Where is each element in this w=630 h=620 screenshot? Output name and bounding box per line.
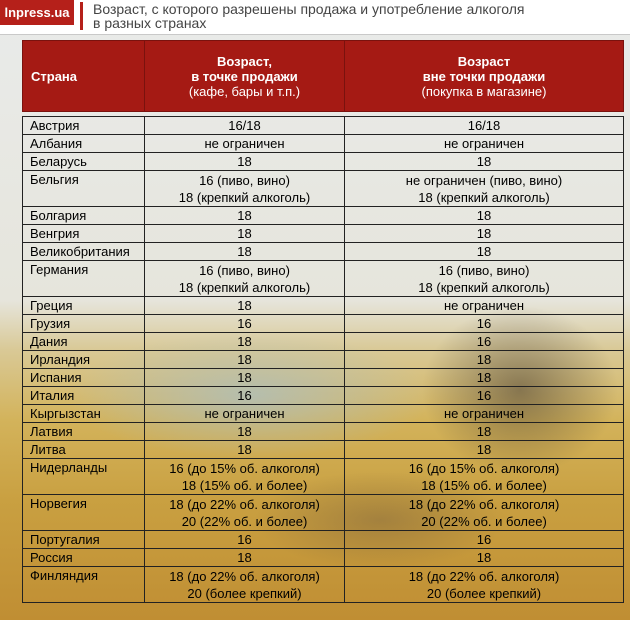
on-premise-age-cell — [145, 441, 345, 459]
age-value: 16 (до 15% об. алкоголя) — [408, 460, 560, 476]
country-cell: Бельгия — [23, 171, 145, 207]
country-cell: Норвегия — [23, 495, 145, 531]
table-row — [23, 135, 624, 153]
table-row — [23, 567, 624, 603]
page-title — [93, 2, 573, 30]
age-value: 16/18 — [467, 118, 501, 133]
on-premise-age-cell — [145, 261, 345, 297]
age-value: 18 (15% об. и более) — [421, 477, 547, 493]
off-premise-age-cell — [345, 315, 624, 333]
off-premise-age-cell — [345, 333, 624, 351]
table-row — [23, 153, 624, 171]
age-value: 18 — [476, 370, 492, 385]
age-value: 18 — [476, 424, 492, 439]
off-premise-age-cell — [345, 135, 624, 153]
country-cell: Нидерланды — [23, 459, 145, 495]
age-value: 18 — [237, 334, 252, 349]
table-row — [23, 441, 624, 459]
table-row — [23, 369, 624, 387]
table-row — [23, 225, 624, 243]
table-row — [23, 117, 624, 135]
on-premise-age-cell — [145, 567, 345, 603]
column-header-country: Страна — [23, 41, 145, 112]
on-premise-age-cell — [145, 243, 345, 261]
age-value: 16 (до 15% об. алкоголя) — [169, 460, 320, 476]
on-premise-age-cell — [145, 387, 345, 405]
country-cell: Финляндия — [23, 567, 145, 603]
off-premise-age-cell — [345, 351, 624, 369]
country-cell: Кыргызстан — [23, 405, 145, 423]
off-premise-age-cell — [345, 387, 624, 405]
country-cell: Литва — [23, 441, 145, 459]
table-header-row — [23, 41, 624, 112]
age-value: 18 — [476, 208, 492, 223]
age-value: 18 — [237, 154, 252, 169]
off-premise-age-cell — [345, 423, 624, 441]
on-premise-age-cell — [145, 315, 345, 333]
age-value: 18 — [476, 154, 492, 169]
on-premise-age-cell — [145, 225, 345, 243]
title-line-1: Возраст, с которого разрешены продажа и употребление алкоголя — [93, 1, 525, 17]
age-value: 16 — [237, 388, 252, 403]
off-premise-age-cell — [345, 405, 624, 423]
age-value: 18 — [237, 244, 252, 259]
age-value: не ограничен (пиво, вино) — [405, 172, 563, 188]
age-value: 18 — [237, 550, 252, 565]
age-value: 18 — [237, 370, 252, 385]
age-value: 16 — [476, 388, 492, 403]
on-premise-age-cell — [145, 423, 345, 441]
off-premise-age-cell — [345, 549, 624, 567]
country-cell: Венгрия — [23, 225, 145, 243]
age-value: 18 (до 22% об. алкоголя) — [408, 496, 560, 512]
table-row — [23, 261, 624, 297]
age-value: 16 (пиво, вино) — [199, 262, 290, 278]
age-value: 20 (22% об. и более) — [421, 513, 547, 529]
on-premise-age-cell — [145, 135, 345, 153]
age-value: 16 — [476, 532, 492, 547]
off-premise-age-cell — [345, 153, 624, 171]
age-value: 18 — [476, 352, 492, 367]
table-row — [23, 351, 624, 369]
age-value: 18 (крепкий алкоголь) — [178, 189, 311, 205]
column-header-on-premise — [145, 41, 345, 112]
table-row — [23, 549, 624, 567]
off-premise-age-cell — [345, 297, 624, 315]
table-row — [23, 495, 624, 531]
age-value: 18 — [476, 244, 492, 259]
age-value: 18 — [237, 298, 252, 313]
table-row — [23, 243, 624, 261]
age-value: 18 (до 22% об. алкоголя) — [169, 568, 320, 584]
on-premise-age-cell — [145, 459, 345, 495]
off-premise-age-cell — [345, 567, 624, 603]
age-value: 18 — [476, 550, 492, 565]
table-row — [23, 405, 624, 423]
country-cell: Албания — [23, 135, 145, 153]
age-value: 18 — [237, 424, 252, 439]
on-premise-age-cell — [145, 549, 345, 567]
country-cell: Греция — [23, 297, 145, 315]
age-value: 20 (более крепкий) — [426, 585, 542, 601]
off-premise-age-cell — [345, 243, 624, 261]
table-row — [23, 387, 624, 405]
off-premise-age-cell — [345, 171, 624, 207]
on-premise-age-cell — [145, 351, 345, 369]
country-cell: Дания — [23, 333, 145, 351]
on-premise-age-cell — [145, 531, 345, 549]
age-value: не ограничен — [443, 136, 525, 151]
off-premise-age-cell — [345, 459, 624, 495]
on-premise-age-cell — [145, 207, 345, 225]
age-value: 16 (пиво, вино) — [199, 172, 290, 188]
on-premise-age-cell — [145, 171, 345, 207]
header-line: Возраст, — [216, 53, 273, 69]
on-premise-age-cell — [145, 333, 345, 351]
table-row — [23, 297, 624, 315]
column-header-off-premise — [345, 41, 624, 112]
off-premise-age-cell — [345, 261, 624, 297]
country-cell: Австрия — [23, 117, 145, 135]
age-value: 18 (крепкий алкоголь) — [178, 279, 311, 295]
age-value: 18 — [476, 226, 492, 241]
country-cell: Великобритания — [23, 243, 145, 261]
age-value: 16 — [476, 316, 492, 331]
table-row — [23, 459, 624, 495]
country-cell: Испания — [23, 369, 145, 387]
table-row — [23, 531, 624, 549]
on-premise-age-cell — [145, 495, 345, 531]
table-row — [23, 423, 624, 441]
country-cell: Португалия — [23, 531, 145, 549]
off-premise-age-cell — [345, 441, 624, 459]
country-cell: Россия — [23, 549, 145, 567]
age-value: 16 (пиво, вино) — [438, 262, 530, 278]
on-premise-age-cell — [145, 297, 345, 315]
country-cell: Болгария — [23, 207, 145, 225]
country-cell: Грузия — [23, 315, 145, 333]
country-cell: Ирландия — [23, 351, 145, 369]
header-line: в точке продажи — [191, 68, 298, 84]
header-line: (покупка в магазине) — [421, 83, 547, 99]
age-value: 18 (до 22% об. алкоголя) — [408, 568, 560, 584]
off-premise-age-cell — [345, 369, 624, 387]
age-value: 18 — [237, 226, 252, 241]
age-value: 20 (более крепкий) — [187, 585, 302, 601]
on-premise-age-cell — [145, 405, 345, 423]
age-value: 18 (до 22% об. алкоголя) — [169, 496, 320, 512]
table-row — [23, 207, 624, 225]
table-row — [23, 171, 624, 207]
table-row — [23, 333, 624, 351]
age-value: не ограничен — [204, 136, 285, 151]
age-value: 18 — [237, 442, 252, 457]
age-value: 20 (22% об. и более) — [181, 513, 308, 529]
header-line: вне точки продажи — [422, 68, 546, 84]
country-cell: Латвия — [23, 423, 145, 441]
off-premise-age-cell — [345, 531, 624, 549]
country-cell: Италия — [23, 387, 145, 405]
off-premise-age-cell — [345, 207, 624, 225]
age-value: 18 (15% об. и более) — [181, 477, 308, 493]
age-value: 18 — [237, 352, 252, 367]
age-value: не ограничен — [443, 406, 525, 421]
on-premise-age-cell — [145, 369, 345, 387]
age-value: 18 (крепкий алкоголь) — [418, 279, 550, 295]
header-line: Возраст — [457, 53, 511, 69]
age-value: 18 — [237, 208, 252, 223]
off-premise-age-cell — [345, 225, 624, 243]
country-cell: Беларусь — [23, 153, 145, 171]
age-value: 18 (крепкий алкоголь) — [418, 189, 550, 205]
header — [0, 0, 630, 35]
age-value: 16/18 — [228, 118, 261, 133]
on-premise-age-cell — [145, 153, 345, 171]
age-value: не ограничен — [443, 298, 525, 313]
age-value: 16 — [237, 316, 252, 331]
header-line: (кафе, бары и т.п.) — [188, 83, 301, 99]
site-logo[interactable]: lnpress.ua — [0, 0, 74, 25]
age-value: 16 — [237, 532, 252, 547]
off-premise-age-cell — [345, 495, 624, 531]
title-line-2: в разных странах — [93, 15, 207, 31]
age-value: не ограничен — [204, 406, 285, 421]
drinking-age-table — [22, 40, 624, 603]
on-premise-age-cell — [145, 117, 345, 135]
logo-divider — [80, 2, 83, 30]
country-cell: Германия — [23, 261, 145, 297]
age-value: 18 — [476, 442, 492, 457]
table-row — [23, 315, 624, 333]
age-value: 16 — [476, 334, 492, 349]
off-premise-age-cell — [345, 117, 624, 135]
